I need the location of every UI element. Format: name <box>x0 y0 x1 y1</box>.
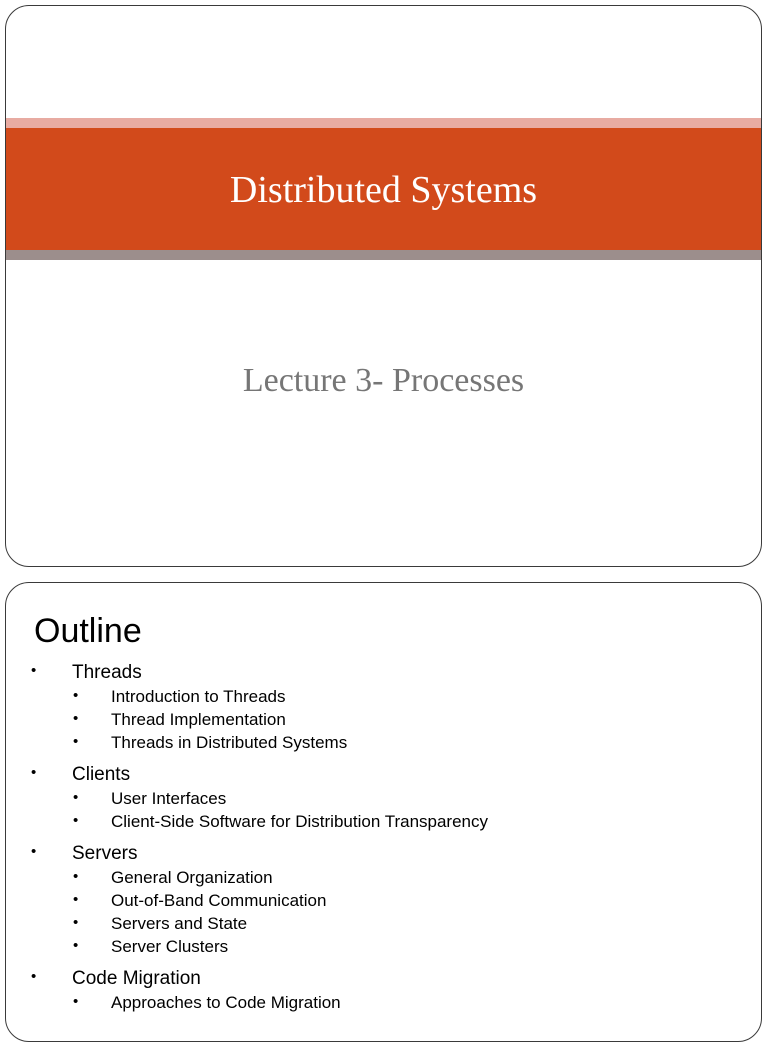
outline-subitem <box>31 685 741 708</box>
outline-subitem <box>31 810 741 833</box>
outline-slide <box>5 582 762 1042</box>
outline-item-label: Code Migration <box>72 968 201 989</box>
outline-subitem-label: Client-Side Software for Distribution Transparency <box>111 812 488 831</box>
bullet-icon: • <box>31 764 37 781</box>
bullet-icon: • <box>73 812 79 829</box>
outline-item <box>31 967 741 990</box>
outline-subitem <box>31 708 741 731</box>
outline-subitem-label: Out-of-Band Communication <box>111 891 327 910</box>
title-band-bottom-stripe <box>6 250 761 260</box>
outline-subitem <box>31 912 741 935</box>
outline-item-label: Clients <box>72 764 131 785</box>
outline-subitem <box>31 889 741 912</box>
outline-section <box>31 967 741 1014</box>
outline-subitem-label: Server Clusters <box>111 937 229 956</box>
outline-section <box>31 763 741 833</box>
bullet-icon: • <box>73 914 79 931</box>
bullet-icon: • <box>31 843 37 860</box>
bullet-icon: • <box>73 687 79 704</box>
outline-subitem <box>31 866 741 889</box>
title-band-top-stripe <box>6 118 761 128</box>
outline-subitem <box>31 731 741 754</box>
outline-heading: Outline <box>34 612 142 650</box>
outline-subitem-list <box>31 866 741 958</box>
outline-subitem-label: General Organization <box>111 868 273 887</box>
outline-subitem-label: Threads in Distributed Systems <box>111 733 348 752</box>
outline-section <box>31 842 741 958</box>
outline-subitem-list <box>31 991 741 1014</box>
bullet-icon: • <box>31 968 37 985</box>
outline-subitem <box>31 787 741 810</box>
bullet-icon: • <box>73 891 79 908</box>
outline-subitem <box>31 991 741 1014</box>
outline-subitem-label: Approaches to Code Migration <box>111 993 341 1012</box>
outline-item-label: Servers <box>72 843 138 864</box>
outline-item <box>31 763 741 786</box>
outline-subitem <box>31 935 741 958</box>
bullet-icon: • <box>73 868 79 885</box>
outline-list <box>31 661 741 1023</box>
bullet-icon: • <box>73 937 79 954</box>
outline-subitem-label: User Interfaces <box>111 789 227 808</box>
outline-subitem-label: Thread Implementation <box>111 710 286 729</box>
bullet-icon: • <box>73 789 79 806</box>
outline-subitem-list <box>31 685 741 754</box>
slide-subtitle: Lecture 3- Processes <box>242 362 525 399</box>
bullet-icon: • <box>31 662 37 679</box>
outline-subitem-label: Servers and State <box>111 914 248 933</box>
bullet-icon: • <box>73 993 79 1010</box>
title-slide <box>5 5 762 567</box>
slide-title: Distributed Systems <box>229 169 538 211</box>
bullet-icon: • <box>73 710 79 727</box>
outline-section <box>31 661 741 754</box>
outline-subitem-label: Introduction to Threads <box>111 687 286 706</box>
outline-item <box>31 842 741 865</box>
outline-subitem-list <box>31 787 741 833</box>
outline-item <box>31 661 741 684</box>
bullet-icon: • <box>73 733 79 750</box>
outline-item-label: Threads <box>72 662 142 683</box>
